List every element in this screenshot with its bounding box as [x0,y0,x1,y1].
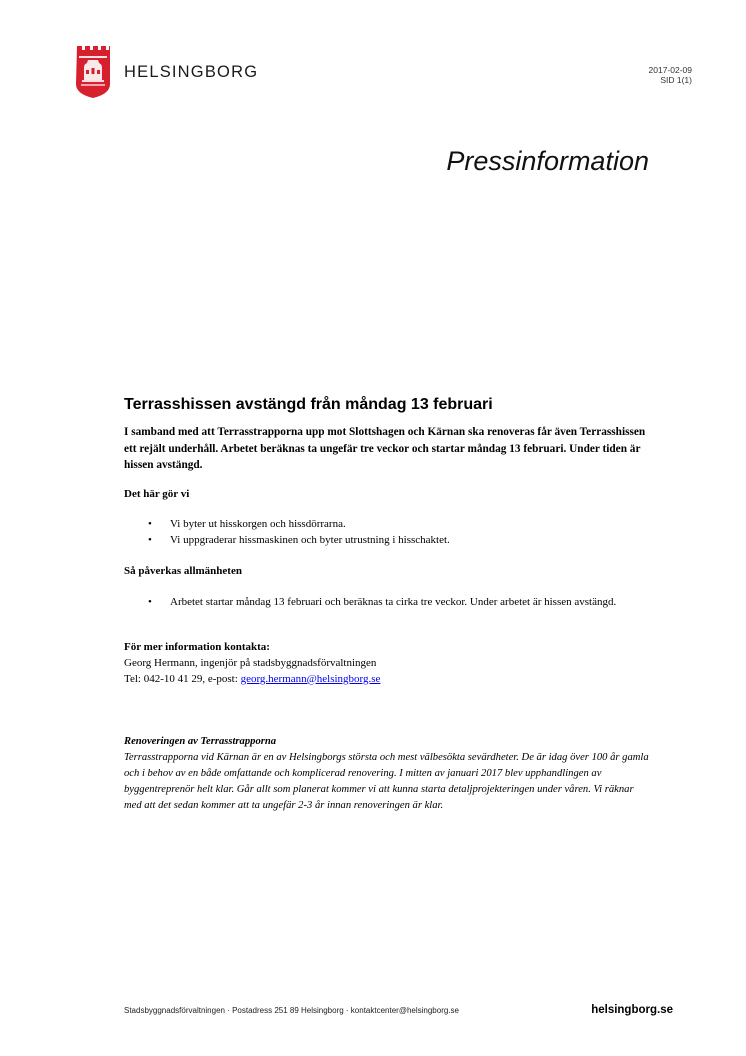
article-headline: Terrasshissen avstängd från måndag 13 februari [124,396,493,413]
contact-block [124,640,380,687]
background-section [124,734,649,814]
list-item: • Vi uppgraderar hissmaskinen och byter utrustning i hisschaktet. [170,532,660,548]
contact-person: Georg Hermann, ingenjör på stadsbyggnadsförvaltningen [124,656,377,669]
footer-address: Stadsbyggnadsförvaltningen · Postadress 251 89 Helsingborg · kontaktcenter@helsingborg.se [124,1006,459,1015]
background-text: Terrasstrapporna vid Kärnan är en av Helsingborgs största och mest välbesökta sevärdheter. De är idag över 100 år gamla och i behov av en både omfattande och komplicerad renovering. I mitten av januari 2017 blev upphandlingen av byggentreprenör helt klar. Går allt som planerat kommer vi att kunna starta detaljprojekteringen under våren. Vi räknar med att det sedan kommer att ta ungefär 2-3 år innan renoveringen är klar. [124,752,649,811]
footer-website: helsingborg.se [591,1004,673,1016]
document-meta [649,65,692,85]
city-crest-icon [76,46,110,98]
section-heading-what-we-do: Det här gör vi [124,488,190,500]
contact-phone: Tel: 042-10 41 29, e-post: [124,672,241,685]
what-we-do-list [124,516,660,549]
section-heading-public-impact: Så påverkas allmänheten [124,565,242,577]
contact-phone-line [124,672,380,688]
article-lead: I samband med att Terrasstrapporna upp mot Slottshagen och Kärnan ska renoveras får även Terrasshissen ett rejält underhåll. Arbetet beräknas ta ungefär tre veckor och startar måndag 13 februari. Under tiden är hissen avstängd. [124,426,646,472]
list-item: • Vi byter ut hisskorgen och hissdörrarna. [170,516,660,532]
contact-heading: För mer information kontakta: [124,641,270,653]
background-title: Renoveringen av Terrasstrapporna [124,736,277,747]
document-date: 2017-02-09 [648,65,692,75]
public-impact-list [124,594,650,610]
contact-email-link[interactable]: georg.hermann@helsingborg.se [240,672,381,685]
helsingborg-logo [76,46,110,98]
document-type: Pressinformation [446,146,649,176]
list-item: • Arbetet startar måndag 13 februari och beräknas ta cirka tre veckor. Under arbetet är hissen avstängd. [170,594,650,610]
brand-name: HELSINGBORG [124,63,259,81]
page-number: SID 1(1) [660,75,692,85]
